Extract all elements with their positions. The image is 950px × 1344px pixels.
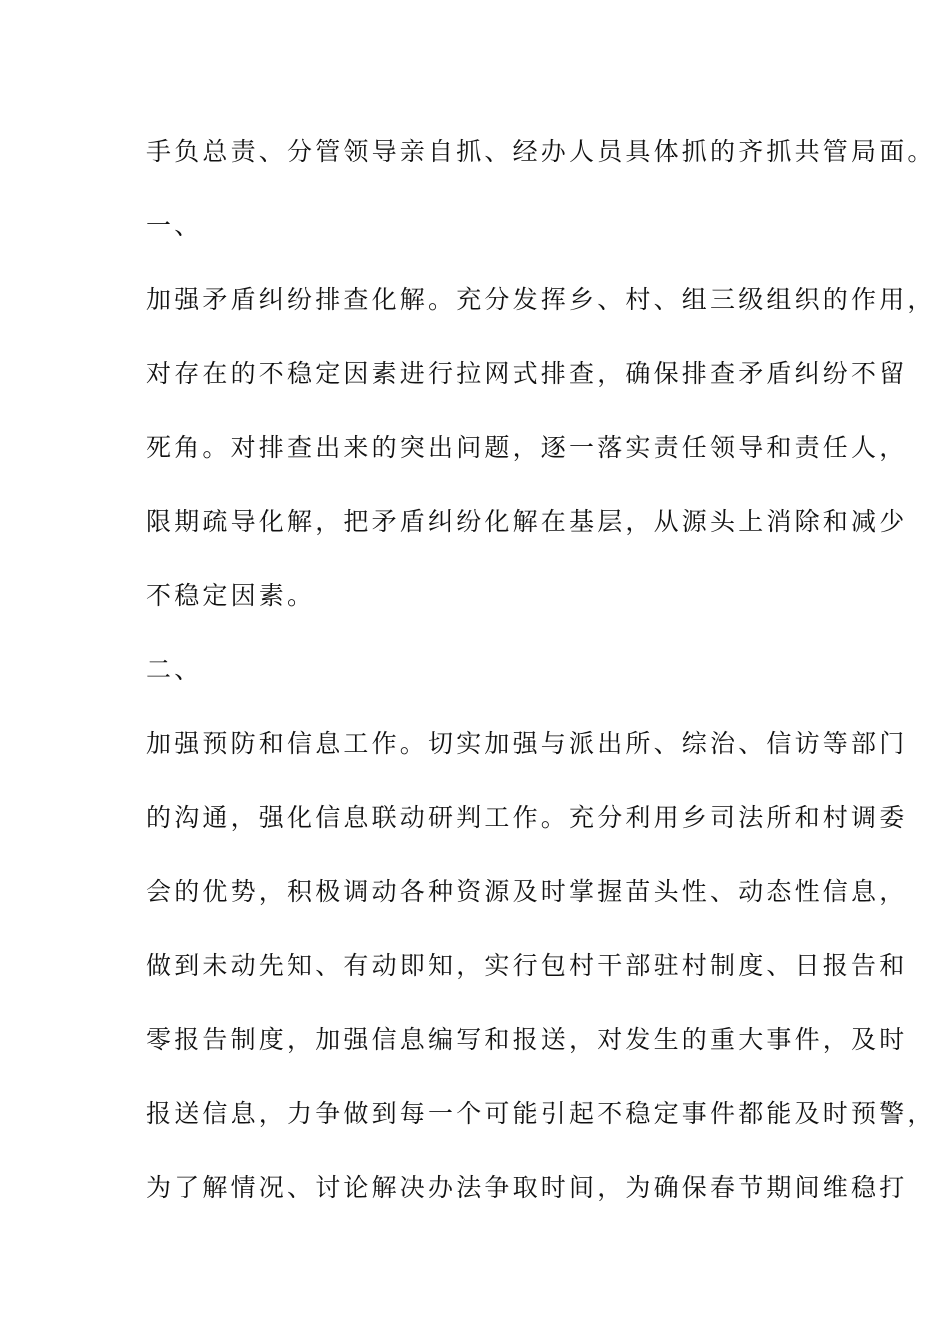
- text-line: 加强矛盾纠纷排查化解。充分发挥乡、村、组三级组织的作用，: [146, 285, 936, 314]
- text-line: 做到未动先知、有动即知，实行包村干部驻村制度、日报告和: [146, 951, 908, 980]
- section-number: 一、: [146, 211, 203, 240]
- text-line: 不稳定因素。: [146, 581, 316, 610]
- section-number: 二、: [146, 655, 203, 684]
- text-line: 限期疏导化解，把矛盾纠纷化解在基层，从源头上消除和减少: [146, 507, 908, 536]
- text-line: 零报告制度，加强信息编写和报送，对发生的重大事件，及时: [146, 1025, 908, 1054]
- text-line: 报送信息，力争做到每一个可能引起不稳定事件都能及时预警，: [146, 1099, 936, 1128]
- text-line: 会的优势，积极调动各种资源及时掌握苗头性、动态性信息，: [146, 877, 908, 906]
- text-line: 的沟通，强化信息联动研判工作。充分利用乡司法所和村调委: [146, 803, 908, 832]
- text-line: 手负总责、分管领导亲自抓、经办人员具体抓的齐抓共管局面。: [146, 137, 936, 166]
- text-line: 死角。对排查出来的突出问题，逐一落实责任领导和责任人，: [146, 433, 908, 462]
- text-line: 为了解情况、讨论解决办法争取时间，为确保春节期间维稳打: [146, 1173, 908, 1202]
- text-line: 对存在的不稳定因素进行拉网式排查，确保排查矛盾纠纷不留: [146, 359, 908, 388]
- text-line: 加强预防和信息工作。切实加强与派出所、综治、信访等部门: [146, 729, 908, 758]
